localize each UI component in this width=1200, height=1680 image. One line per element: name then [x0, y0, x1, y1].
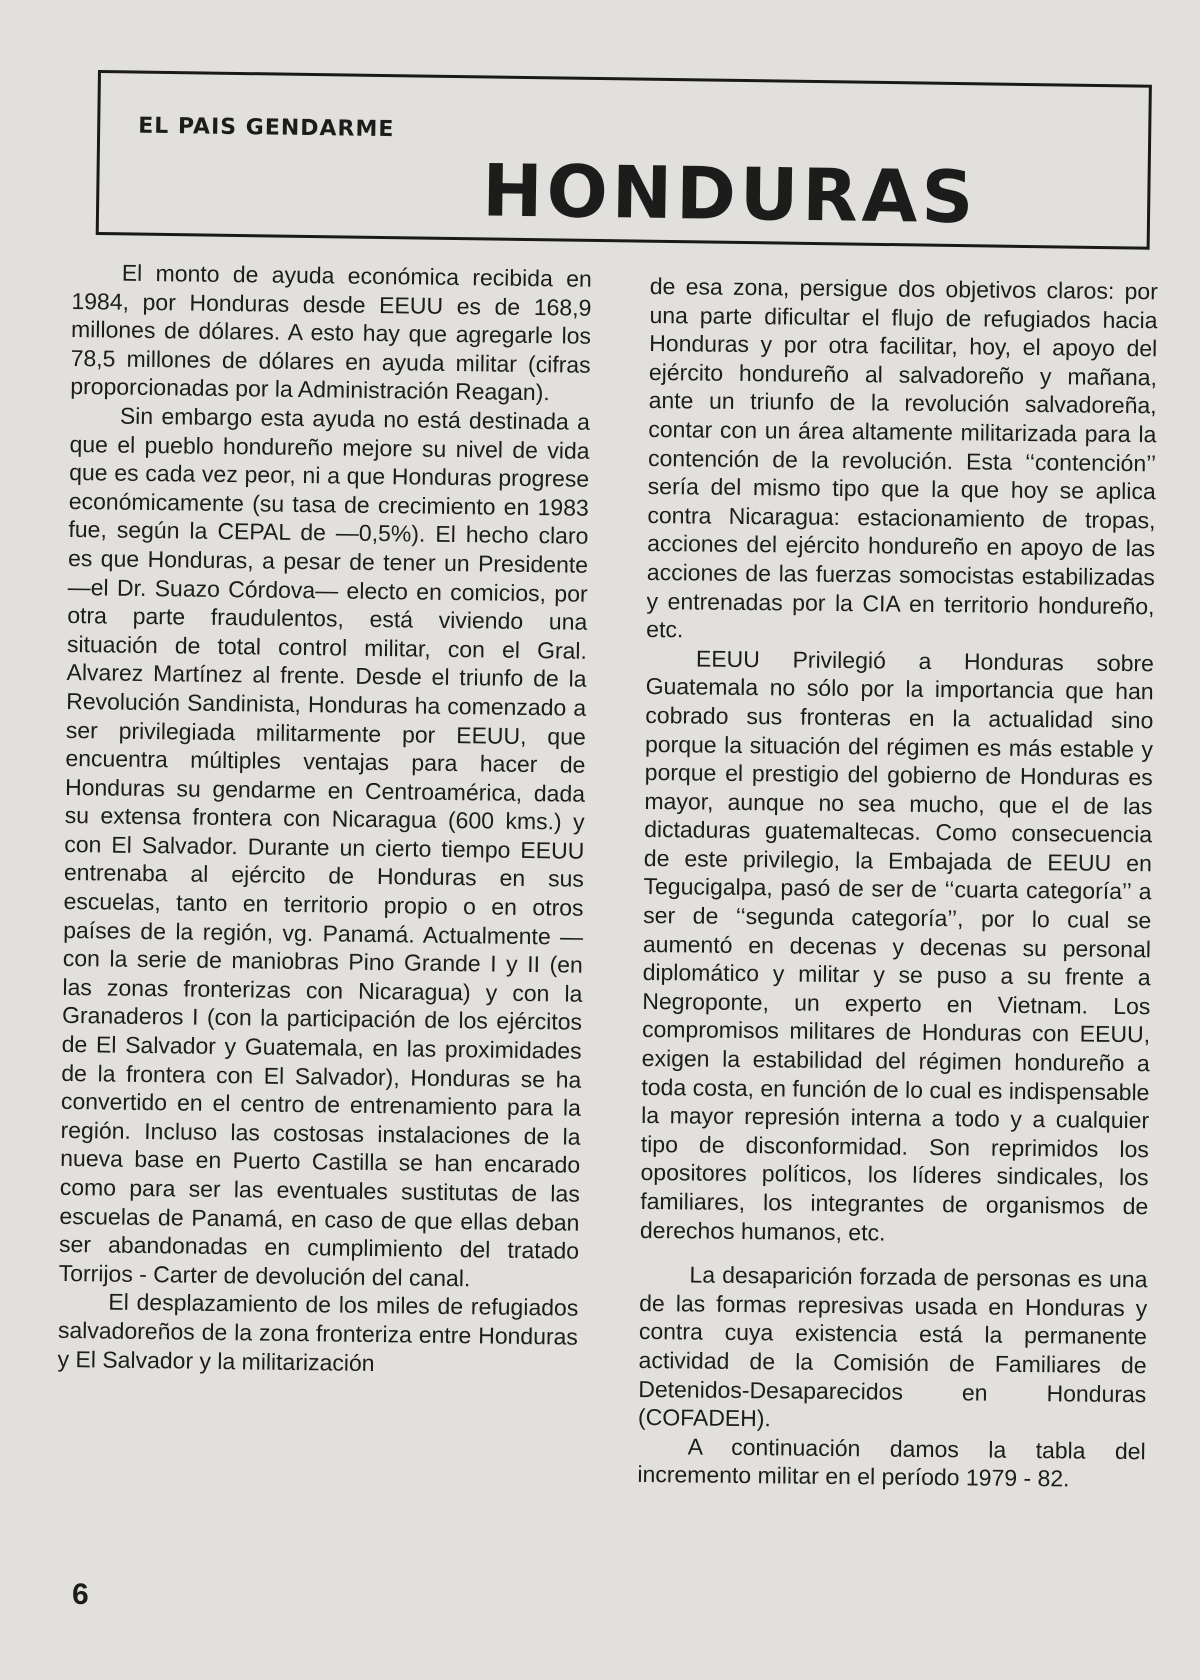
left-column: [57, 258, 592, 1380]
paragraph: EEUU Privilegió a Honduras sobre Guatemala no sólo por la importancia que han cobrado sus fronteras en la actualidad sino porque la situación del régimen es más estable y porque el prestigio del gobierno de Honduras es mayor, aunque no sea mucho, que el de las dictaduras guatemaltecas. Como consecuencia de este privilegio, la Embajada de EEUU en Tegucigalpa, pasó de ser de ‘‘cuarta categoría’’ a ser de ‘‘segunda categoría’’, por lo cual se aumentó en decenas y decenas su personal diplomático y militar y se puso a su frente a Negroponte, un experto en Vietnam. Los compromisos militares de Honduras con EEUU, exigen la estabilidad del régimen hondureño a toda costa, en función de lo cual es indispensable la mayor represión interna a todo y a cualquier tipo de disconformidad. Son reprimidos los opositores políticos, los líderes sindicales, los familiares, los integrantes de organismos de derechos humanos, etc.: [639, 645, 1155, 1246]
section-kicker: EL PAIS GENDARME: [138, 113, 395, 143]
paragraph: de esa zona, persigue dos objetivos claros: por una parte dificultar el flujo de refugiados hacia Honduras y por otra facilitar, hoy, el apoyo del ejército hondureño al salvadoreño y mañana, ante un triunfo de la revolución salvadoreña, contar con un área altamente militarizada para la contención de la revolución. Esta ‘‘contención’’ sería del mismo tipo que la que hoy se aplica contra Nicaragua: estacionamiento de tropas, acciones del ejército hondureño en apoyo de las acciones de las fuerzas somocistas estabilizadas y entrenadas por la CIA en territorio hondureño, etc.: [646, 272, 1158, 643]
headline-box: [96, 70, 1152, 250]
paragraph: El desplazamiento de los miles de refugiados salvadoreños de la zona fronteriza entre Honduras y El Salvador y la militarización: [57, 1288, 579, 1376]
right-column: [637, 272, 1158, 1494]
paragraph: Sin embargo esta ayuda no está destinada a que el pueblo hondureño mejore su nivel de vida que es cada vez peor, ni a que Honduras progrese económicamente (su tasa de crecimiento en 1983 fue, según la CEPAL de —0,5%). El hecho claro es que Honduras, a pesar de tener un Presidente —el Dr. Suazo Córdova— electo en comicios, por otra parte fraudulentos, está viviendo una situación de total control militar, con el Gral. Alvarez Martínez al frente. Desde el triunfo de la Revolución Sandinista, Honduras ha comenzado a ser privilegiada militarmente por EEUU, que encuentra múltiples ventajas para hacer de Honduras su gendarme en Centroamérica, dada su extensa frontera con Nicaragua (600 kms.) y con El Salvador. Durante un cierto tiempo EEUU entrenaba al ejército de Honduras en sus escuelas, tanto en territorio propio o en otros países de la región, vg. Panamá. Actualmente —con la serie de maniobras Pino Grande I y II (en las zonas fronterizas con Nicaragua) y con la Granaderos I (con la participación de los ejércitos de El Salvador y Guatemala, en las proximidades de la frontera con El Salvador), Honduras se ha convertido en el centro de entrenamiento para la región. Incluso las costosas instalaciones de la nueva base en Puerto Castilla se han encarado como para ser las eventuales sustitutas de las escuelas de Panamá, en caso de que ellas deban ser abandonadas en cumplimiento del tratado Torrijos - Carter de devolución del canal.: [58, 402, 591, 1292]
paragraph: La desaparición forzada de personas es una de las formas represivas usada en Honduras y contra cuya existencia está la permanente actividad de la Comisión de Familiares de Detenidos-Desaparecidos en Honduras (COFADEH).: [637, 1261, 1148, 1432]
paragraph: A continuación damos la tabla del incremento militar en el período 1979 - 82.: [637, 1433, 1146, 1492]
article-title: HONDURAS: [481, 148, 978, 240]
paragraph: El monto de ayuda económica recibida en 1984, por Honduras desde EEUU es de 168,9 millones de dólares. A esto hay que agregarle los 78,5 millones de dólares en ayuda militar (cifras proporcionadas por la Administración Reagan).: [70, 259, 592, 406]
page-number: 6: [72, 1578, 89, 1611]
